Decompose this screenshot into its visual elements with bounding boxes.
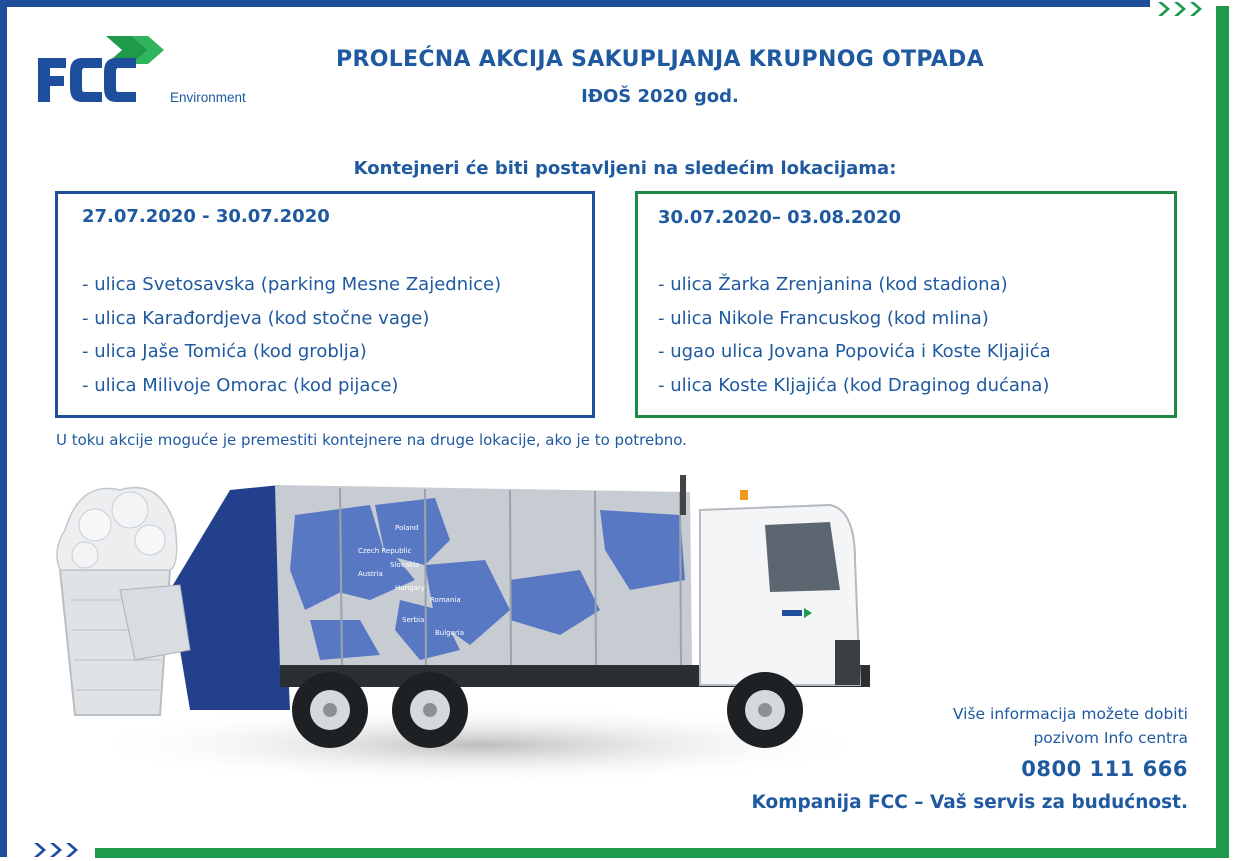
location-item: - ulica Svetosavska (parking Mesne Zajednice) — [82, 274, 502, 295]
beacon-light — [740, 490, 748, 500]
wheel-icon — [292, 672, 368, 748]
exhaust-pipe — [680, 475, 686, 515]
frame-left-bar — [0, 0, 7, 857]
map-label: Hungary — [395, 584, 425, 592]
map-label: Serbia — [402, 616, 425, 624]
intro-text: Kontejneri će biti postavljeni na sledećim lokacijama: — [353, 158, 897, 179]
frame-chevrons-top-icon — [1150, 0, 1220, 18]
frame-chevrons-bottom-icon — [30, 840, 100, 860]
location-item: - ulica Nikole Francuskog (kod mlina) — [658, 307, 989, 329]
location-item: - ulica Karađordjeva (kod stočne vage) — [82, 307, 430, 329]
wheel-icon — [392, 672, 468, 748]
contact-line-1: Više informacija možete dobiti — [952, 705, 1188, 723]
location-list — [82, 268, 501, 402]
frame-top-bar — [0, 0, 1150, 7]
map-label: Bulgaria — [435, 629, 465, 637]
cab-window — [765, 522, 840, 592]
location-item: - ulica Koste Kljajića (kod Draginog dućana) — [658, 374, 1050, 396]
company-slogan: Kompanija FCC – Vaš servis za budućnost. — [751, 792, 1188, 813]
fcc-logo-mark-icon — [36, 34, 176, 109]
map-label: Romania — [430, 596, 461, 604]
map-label: Austria — [358, 570, 383, 578]
schedule-dates: 30.07.2020– 03.08.2020 — [658, 207, 902, 228]
location-item: - ulica Jaše Tomića (kod groblja) — [82, 341, 367, 362]
page-title: PROLEĆNA AKCIJA SAKUPLJANJA KRUPNOG OTPADA — [336, 47, 984, 72]
schedule-box-1 — [55, 191, 595, 418]
frame-bottom-bar — [95, 848, 1229, 858]
map-label: Slovakia — [390, 561, 420, 569]
note-text: U toku akcije moguće je premestiti kontejnere na druge lokacije, ako je to potrebno. — [56, 431, 687, 449]
truck-rear-loader — [170, 485, 290, 710]
page-subtitle: IĐOŠ 2020 god. — [581, 86, 739, 107]
fcc-logo — [36, 34, 246, 114]
map-label: Czech Republic — [358, 547, 412, 555]
cab-bumper — [835, 640, 860, 685]
garbage-truck-illustration — [40, 470, 870, 800]
logo-subtext: Environment — [170, 90, 246, 105]
location-item: - ulica Milivoje Omorac (kod pijace) — [82, 374, 399, 396]
frame-right-bar — [1216, 6, 1229, 858]
contact-line-2: pozivom Info centra — [1033, 729, 1188, 747]
schedule-box-2 — [635, 191, 1177, 418]
location-item: - ugao ulica Jovana Popovića i Koste Kljajića — [658, 341, 1051, 362]
wheel-icon — [727, 672, 803, 748]
map-label: Poland — [395, 524, 419, 532]
location-list — [658, 268, 1051, 402]
location-item: - ulica Žarka Zrenjanina (kod stadiona) — [658, 274, 1008, 295]
phone-number: 0800 111 666 — [1021, 757, 1188, 781]
schedule-dates: 27.07.2020 - 30.07.2020 — [82, 206, 330, 227]
